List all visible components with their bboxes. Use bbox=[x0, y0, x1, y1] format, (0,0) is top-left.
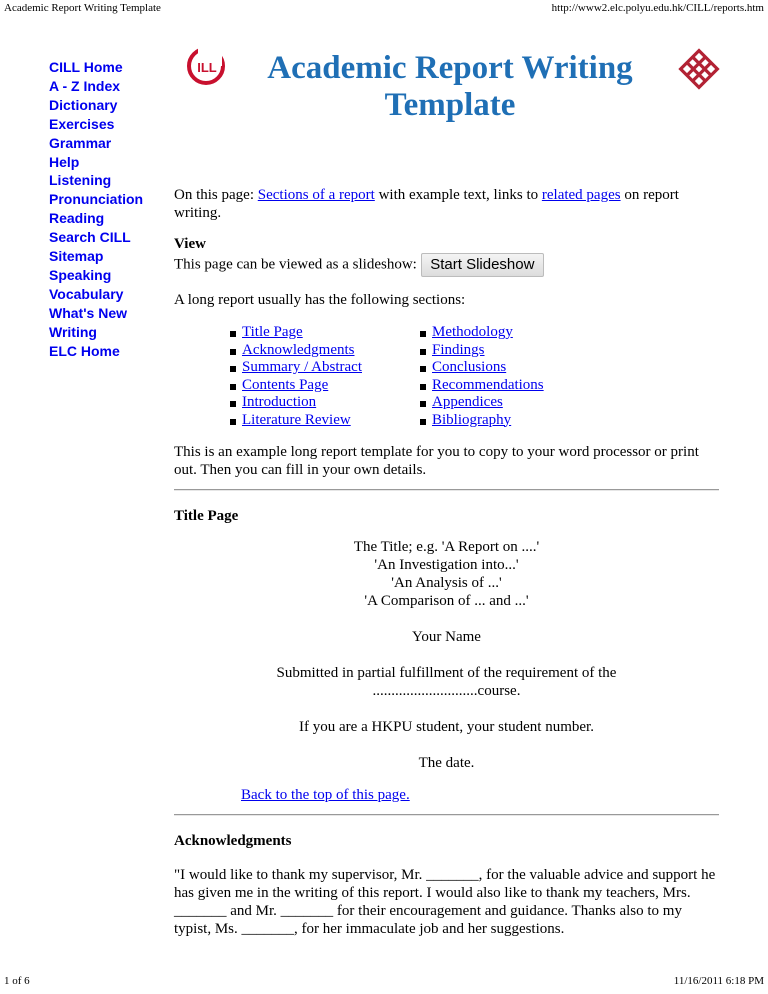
sidebar-item-writing[interactable]: Writing bbox=[49, 323, 97, 340]
main-content bbox=[174, 186, 719, 938]
section-link-bibliography[interactable]: Bibliography bbox=[432, 411, 512, 428]
sections-lists bbox=[174, 324, 719, 429]
sidebar-item-cill-home[interactable]: CILL Home bbox=[49, 59, 123, 75]
back-to-top-row bbox=[174, 786, 719, 804]
sections-link[interactable]: Sections of a report bbox=[257, 187, 375, 203]
sidebar-item-speaking[interactable]: Speaking bbox=[49, 266, 112, 283]
polyu-logo-icon bbox=[678, 48, 720, 90]
related-pages-link[interactable]: related pages bbox=[541, 187, 621, 203]
divider bbox=[174, 814, 719, 816]
list-item bbox=[230, 377, 420, 395]
list-item bbox=[230, 412, 420, 430]
section-link-methodology[interactable]: Methodology bbox=[432, 324, 513, 340]
list-item bbox=[230, 342, 420, 360]
list-item bbox=[420, 377, 610, 395]
section-link-summary-abstract[interactable]: Summary / Abstract bbox=[242, 359, 362, 375]
sidebar-item-search-cill[interactable]: Search CILL bbox=[49, 229, 131, 246]
sidebar-item-sitemap[interactable]: Sitemap bbox=[49, 248, 104, 265]
date-text: The date. bbox=[418, 755, 475, 771]
template-note: This is an example long report template for you to copy to your word processor or print out. Then you can fill in your own details. bbox=[174, 444, 699, 478]
sidebar-item-vocabulary[interactable]: Vocabulary bbox=[49, 285, 124, 302]
back-to-top-link[interactable]: Back to the top of this page. bbox=[241, 787, 410, 803]
sidebar-item-a-z-index[interactable]: A - Z Index bbox=[49, 77, 121, 94]
section-link-literature-review[interactable]: Literature Review bbox=[242, 411, 351, 428]
section-link-introduction[interactable]: Introduction bbox=[242, 394, 317, 410]
your-name: Your Name bbox=[412, 629, 481, 645]
sections-list-right bbox=[420, 324, 610, 429]
section-link-appendices[interactable]: Appendices bbox=[432, 394, 503, 410]
section-link-contents-page[interactable]: Contents Page bbox=[242, 376, 329, 393]
page-title-line1: Academic Report Writing bbox=[267, 50, 633, 86]
sidebar-nav bbox=[49, 58, 174, 361]
section-link-findings[interactable]: Findings bbox=[432, 341, 485, 358]
sidebar-item-what-s-new[interactable]: What's New bbox=[49, 304, 128, 321]
acknowledgments-heading: Acknowledgments bbox=[174, 833, 292, 849]
print-footer-date: 11/16/2011 6:18 PM bbox=[673, 975, 764, 987]
sidebar-item-listening[interactable]: Listening bbox=[49, 172, 112, 189]
list-item bbox=[230, 359, 420, 377]
section-link-conclusions[interactable]: Conclusions bbox=[432, 359, 507, 375]
print-header-title: Academic Report Writing Template bbox=[4, 2, 161, 14]
sidebar-item-reading[interactable]: Reading bbox=[49, 210, 105, 227]
divider bbox=[174, 489, 719, 491]
sidebar-item-elc-home[interactable]: ELC Home bbox=[49, 342, 120, 359]
list-item bbox=[230, 324, 420, 342]
submitted-text: Submitted in partial fulfillment of the requirement of the ............................course. bbox=[276, 665, 617, 699]
student-number: If you are a HKPU student, your student number. bbox=[299, 719, 594, 735]
section-link-recommendations[interactable]: Recommendations bbox=[432, 376, 544, 393]
title-page-heading: Title Page bbox=[174, 508, 239, 524]
sections-lead: A long report usually has the following sections: bbox=[174, 292, 466, 308]
list-item bbox=[420, 324, 610, 342]
cill-logo-icon bbox=[186, 46, 226, 86]
list-item bbox=[420, 394, 610, 412]
print-header-url: http://www2.elc.polyu.edu.hk/CILL/reports.htm bbox=[551, 2, 764, 14]
sections-list-left bbox=[230, 324, 420, 429]
list-item bbox=[420, 342, 610, 360]
sidebar-item-pronunciation[interactable]: Pronunciation bbox=[49, 191, 144, 208]
print-footer-page: 1 of 6 bbox=[4, 975, 30, 987]
list-item bbox=[230, 394, 420, 412]
view-label: View bbox=[174, 236, 206, 252]
page-title-line2: Template bbox=[384, 87, 516, 123]
list-item bbox=[420, 359, 610, 377]
sidebar-item-dictionary[interactable]: Dictionary bbox=[49, 96, 118, 113]
cill-logo-text: ILL bbox=[197, 60, 217, 75]
start-slideshow-button[interactable]: Start Slideshow bbox=[421, 253, 544, 277]
list-item bbox=[420, 412, 610, 430]
section-link-title-page[interactable]: Title Page bbox=[242, 324, 303, 340]
page-title bbox=[240, 50, 660, 124]
view-text: This page can be viewed as a slideshow: bbox=[174, 256, 417, 273]
section-link-acknowledgments[interactable]: Acknowledgments bbox=[242, 341, 355, 358]
sidebar-item-exercises[interactable]: Exercises bbox=[49, 115, 115, 132]
intro-paragraph: On this page: Sections of a report with example text, links to related pages on report writing. bbox=[174, 187, 679, 221]
title-page-titles: The Title; e.g. 'A Report on ....' 'An Investigation into...' 'An Analysis of ...' 'A Comparison of ... and ...' bbox=[353, 539, 540, 609]
sidebar-item-help[interactable]: Help bbox=[49, 153, 80, 170]
view-row bbox=[174, 253, 719, 277]
acknowledgments-text: "I would like to thank my supervisor, Mr. _______, for the valuable advice and support he has given me in the writing of this report. I would also like to thank my teachers, Mrs. _______ and Mr. _______ for their encouragement and guidance. Thanks also to my typist, Ms. _______, for her immaculate job and her suggestions. bbox=[174, 867, 716, 937]
sidebar-item-grammar[interactable]: Grammar bbox=[49, 134, 112, 151]
